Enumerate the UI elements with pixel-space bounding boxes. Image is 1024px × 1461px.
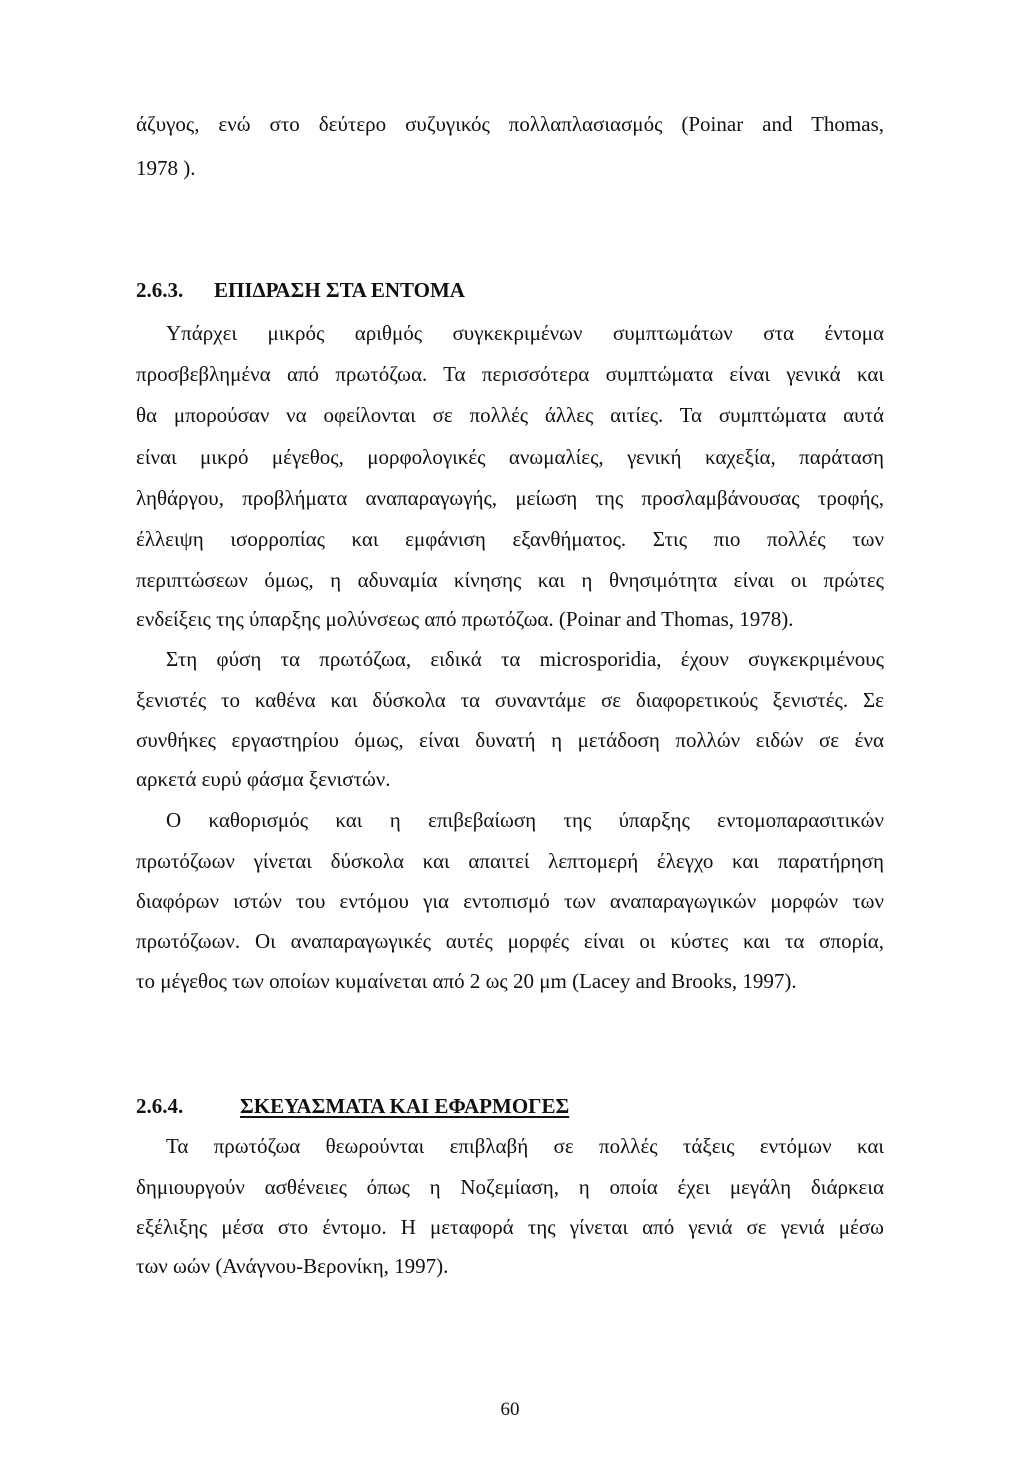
intro-line-1: άζυγος, ενώ στο δεύτερο συζυγικός πολλαπλασιασμός (Poinar and Thomas, bbox=[136, 112, 884, 136]
paragraph-line: ενδείξεις της ύπαρξης μολύνσεως από πρωτόζωα. (Poinar and Thomas, 1978). bbox=[136, 607, 794, 631]
intro-line-2: 1978 ). bbox=[136, 156, 196, 180]
paragraph-line: Υπάρχει μικρός αριθμός συγκεκριμένων συμπτωμάτων στα έντομα bbox=[166, 321, 884, 345]
section-number: 2.6.4. bbox=[136, 1094, 184, 1118]
paragraph-line: το μέγεθος των οποίων κυμαίνεται από 2 ως 20 μm (Lacey and Brooks, 1997). bbox=[136, 969, 797, 993]
section-title: ΣΚΕΥΑΣΜΑΤΑ ΚΑΙ ΕΦΑΡΜΟΓΕΣ bbox=[240, 1094, 570, 1118]
paragraph-line: Ο καθορισμός και η επιβεβαίωση της ύπαρξης εντομοπαρασιτικών bbox=[166, 808, 884, 832]
paragraph-line: είναι μικρό μέγεθος, μορφολογικές ανωμαλίες, γενική καχεξία, παράταση bbox=[136, 445, 884, 469]
paragraph-line: συνθήκες εργαστηρίου όμως, είναι δυνατή η μετάδοση πολλών ειδών σε ένα bbox=[136, 728, 884, 752]
paragraph-line: εξέλιξης μέσα στο έντομο. Η μεταφορά της γίνεται από γενιά σε γενιά μέσω bbox=[136, 1215, 884, 1239]
page-number: 60 bbox=[500, 1399, 520, 1420]
paragraph-line: των ωών (Ανάγνου-Βερονίκη, 1997). bbox=[136, 1254, 449, 1278]
paragraph-line: δημιουργούν ασθένειες όπως η Νοζεμίαση, η οποία έχει μεγάλη διάρκεια bbox=[136, 1175, 884, 1199]
paragraph-line: ληθάργου, προβλήματα αναπαραγωγής, μείωση της προσλαμβάνουσας τροφής, bbox=[136, 486, 884, 510]
paragraph-line: διαφόρων ιστών του εντόμου για εντοπισμό των αναπαραγωγικών μορφών των bbox=[136, 889, 884, 913]
paragraph-line: αρκετά ευρύ φάσμα ξενιστών. bbox=[136, 767, 391, 791]
paragraph-line: πρωτόζωων. Οι αναπαραγωγικές αυτές μορφές είναι οι κύστες και τα σπορία, bbox=[136, 929, 884, 953]
paragraph-line: θα μπορούσαν να οφείλονται σε πολλές άλλες αιτίες. Τα συμπτώματα αυτά bbox=[136, 403, 884, 427]
paragraph-line: προσβεβλημένα από πρωτόζωα. Τα περισσότερα συμπτώματα είναι γενικά και bbox=[136, 362, 884, 386]
paragraph-line: έλλειψη ισορροπίας και εμφάνιση εξανθήματος. Στις πιο πολλές των bbox=[136, 527, 884, 551]
paragraph-line: ξενιστές το καθένα και δύσκολα τα συναντάμε σε διαφορετικούς ξενιστές. Σε bbox=[136, 688, 884, 712]
paragraph-line: περιπτώσεων όμως, η αδυναμία κίνησης και η θνησιμότητα είναι οι πρώτες bbox=[136, 568, 884, 592]
document-page bbox=[136, 0, 884, 1461]
paragraph-line: πρωτόζωων γίνεται δύσκολα και απαιτεί λεπτομερή έλεγχο και παρατήρηση bbox=[136, 849, 884, 873]
paragraph-line: Τα πρωτόζωα θεωρούνται επιβλαβή σε πολλές τάξεις εντόμων και bbox=[166, 1134, 884, 1158]
section-heading-2-6-3 bbox=[136, 277, 465, 303]
section-heading-2-6-4 bbox=[136, 1093, 569, 1119]
section-number: 2.6.3. bbox=[136, 278, 184, 302]
section-title: ΕΠΙΔΡΑΣΗ ΣΤΑ ΕΝΤΟΜΑ bbox=[214, 278, 465, 302]
paragraph-line: Στη φύση τα πρωτόζωα, ειδικά τα microsporidia, έχουν συγκεκριμένους bbox=[166, 647, 884, 671]
